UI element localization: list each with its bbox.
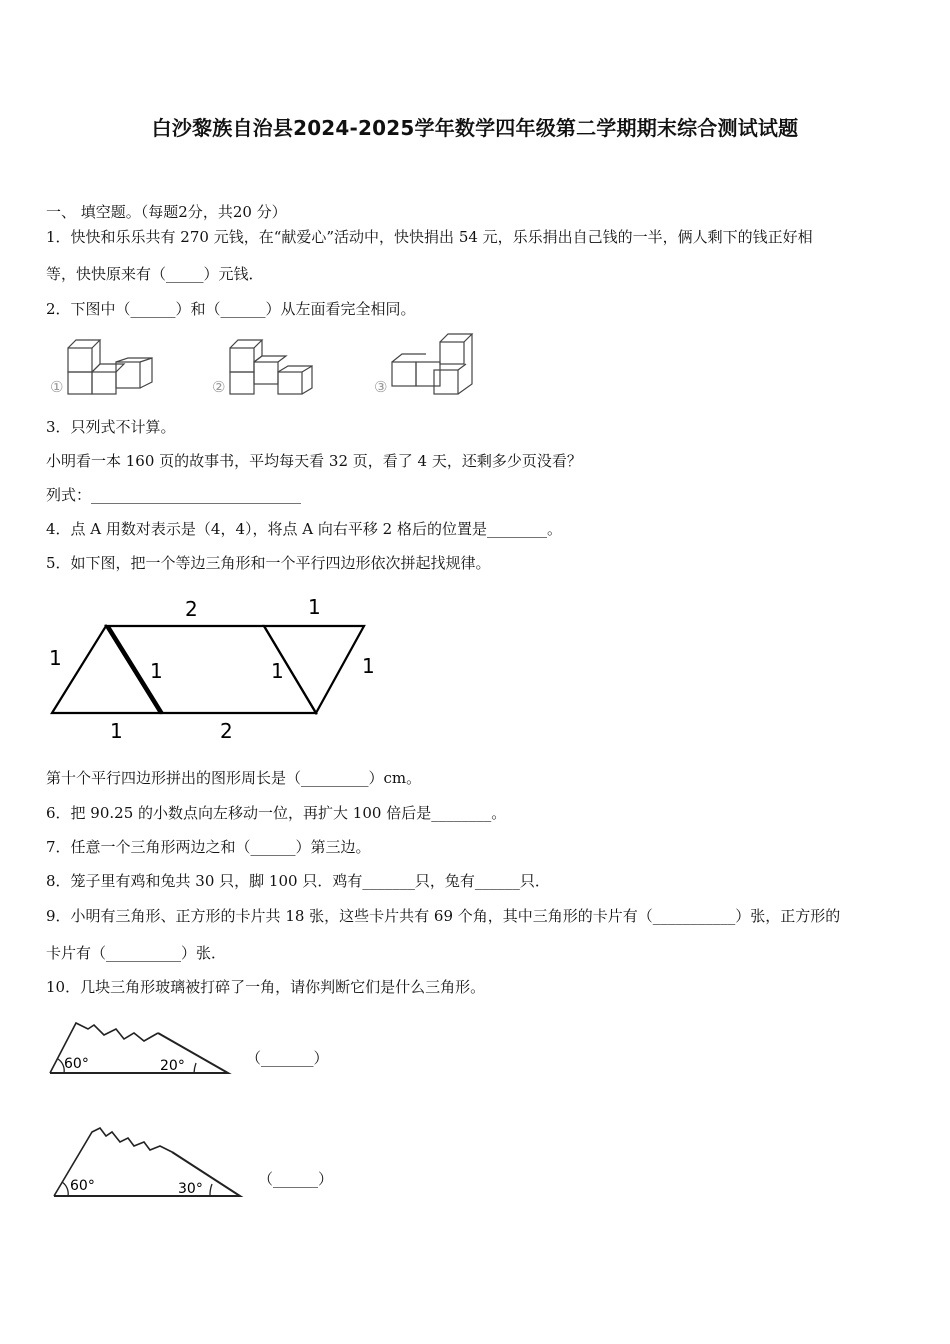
- cube-label-1: ①: [50, 378, 64, 396]
- answer-blank-1: （_______）: [246, 1049, 329, 1067]
- question-3-formula: 列式：____________________________: [46, 486, 302, 504]
- label-mid-right: 1: [271, 659, 284, 683]
- broken-triangle-2: [48, 1120, 248, 1204]
- cube-label-3: ③: [374, 378, 388, 396]
- label-top-right: 1: [308, 595, 321, 619]
- question-3-text: 小明看一本 160 页的故事书，平均每天看 32 页，看了 4 天，还剩多少页没看？: [46, 452, 582, 470]
- section-heading: 一、 填空题。（每题2分，共20 分）: [46, 203, 287, 221]
- question-9-line-1: 9．小明有三角形、正方形的卡片共 18 张，这些卡片共有 69 个角，其中三角形的卡片有（___________）张，正方形的: [46, 907, 841, 925]
- question-4: 4．点 A 用数对表示是（4，4），将点 A 向右平移 2 格后的位置是________。: [46, 520, 562, 538]
- cube-views-figure: [44, 330, 484, 400]
- triangle-parallelogram-figure: [40, 592, 400, 752]
- label-bottom-left: 1: [110, 719, 123, 743]
- question-8: 8．笼子里有鸡和兔共 30 只，脚 100 只．鸡有_______只，兔有______只．: [46, 872, 550, 890]
- label-mid-left: 1: [150, 659, 163, 683]
- cube-figure-2: [230, 340, 312, 394]
- label-right: 1: [362, 654, 375, 678]
- angle-label-20: 20°: [160, 1058, 185, 1074]
- label-top-left: 2: [185, 597, 198, 621]
- angle-label-30: 30°: [178, 1181, 203, 1197]
- label-left: 1: [49, 646, 62, 670]
- question-1-line-1: 1．快快和乐乐共有 270 元钱，在“献爱心”活动中，快快捐出 54 元，乐乐捐出自己钱的一半，俩人剩下的钱正好相: [46, 228, 813, 246]
- parallelogram-shape: [106, 626, 316, 713]
- angle-label-60: 60°: [64, 1056, 89, 1072]
- page-title: 白沙黎族自治县2024-2025学年数学四年级第二学期期末综合测试试题: [151, 116, 799, 140]
- cube-label-2: ②: [212, 378, 226, 396]
- question-3: 3．只列式不计算。: [46, 418, 176, 436]
- cube-figure-3: [392, 334, 472, 394]
- question-1-line-2: 等，快快原来有（_____）元钱．: [46, 265, 264, 283]
- question-5: 5．如下图，把一个等边三角形和一个平行四边形依次拼起找规律。: [46, 554, 491, 572]
- triangle-shape: [52, 626, 160, 713]
- question-9-line-2: 卡片有（__________）张．: [46, 944, 227, 962]
- question-6: 6．把 90.25 的小数点向左移动一位，再扩大 100 倍后是________。: [46, 804, 507, 822]
- question-5-answer: 第十个平行四边形拼出的图形周长是（_________）cm。: [46, 769, 422, 787]
- answer-blank-2: （______）: [258, 1170, 334, 1188]
- broken-triangle-1: [44, 1015, 244, 1081]
- angle-label-60b: 60°: [70, 1178, 95, 1194]
- label-bottom-right: 2: [220, 719, 233, 743]
- question-2: 2．下图中（______）和（______）从左面看完全相同。: [46, 300, 416, 318]
- question-7: 7．任意一个三角形两边之和（______）第三边。: [46, 838, 371, 856]
- question-10: 10．几块三角形玻璃被打碎了一角，请你判断它们是什么三角形。: [46, 978, 486, 996]
- cube-figure-1: [68, 340, 152, 394]
